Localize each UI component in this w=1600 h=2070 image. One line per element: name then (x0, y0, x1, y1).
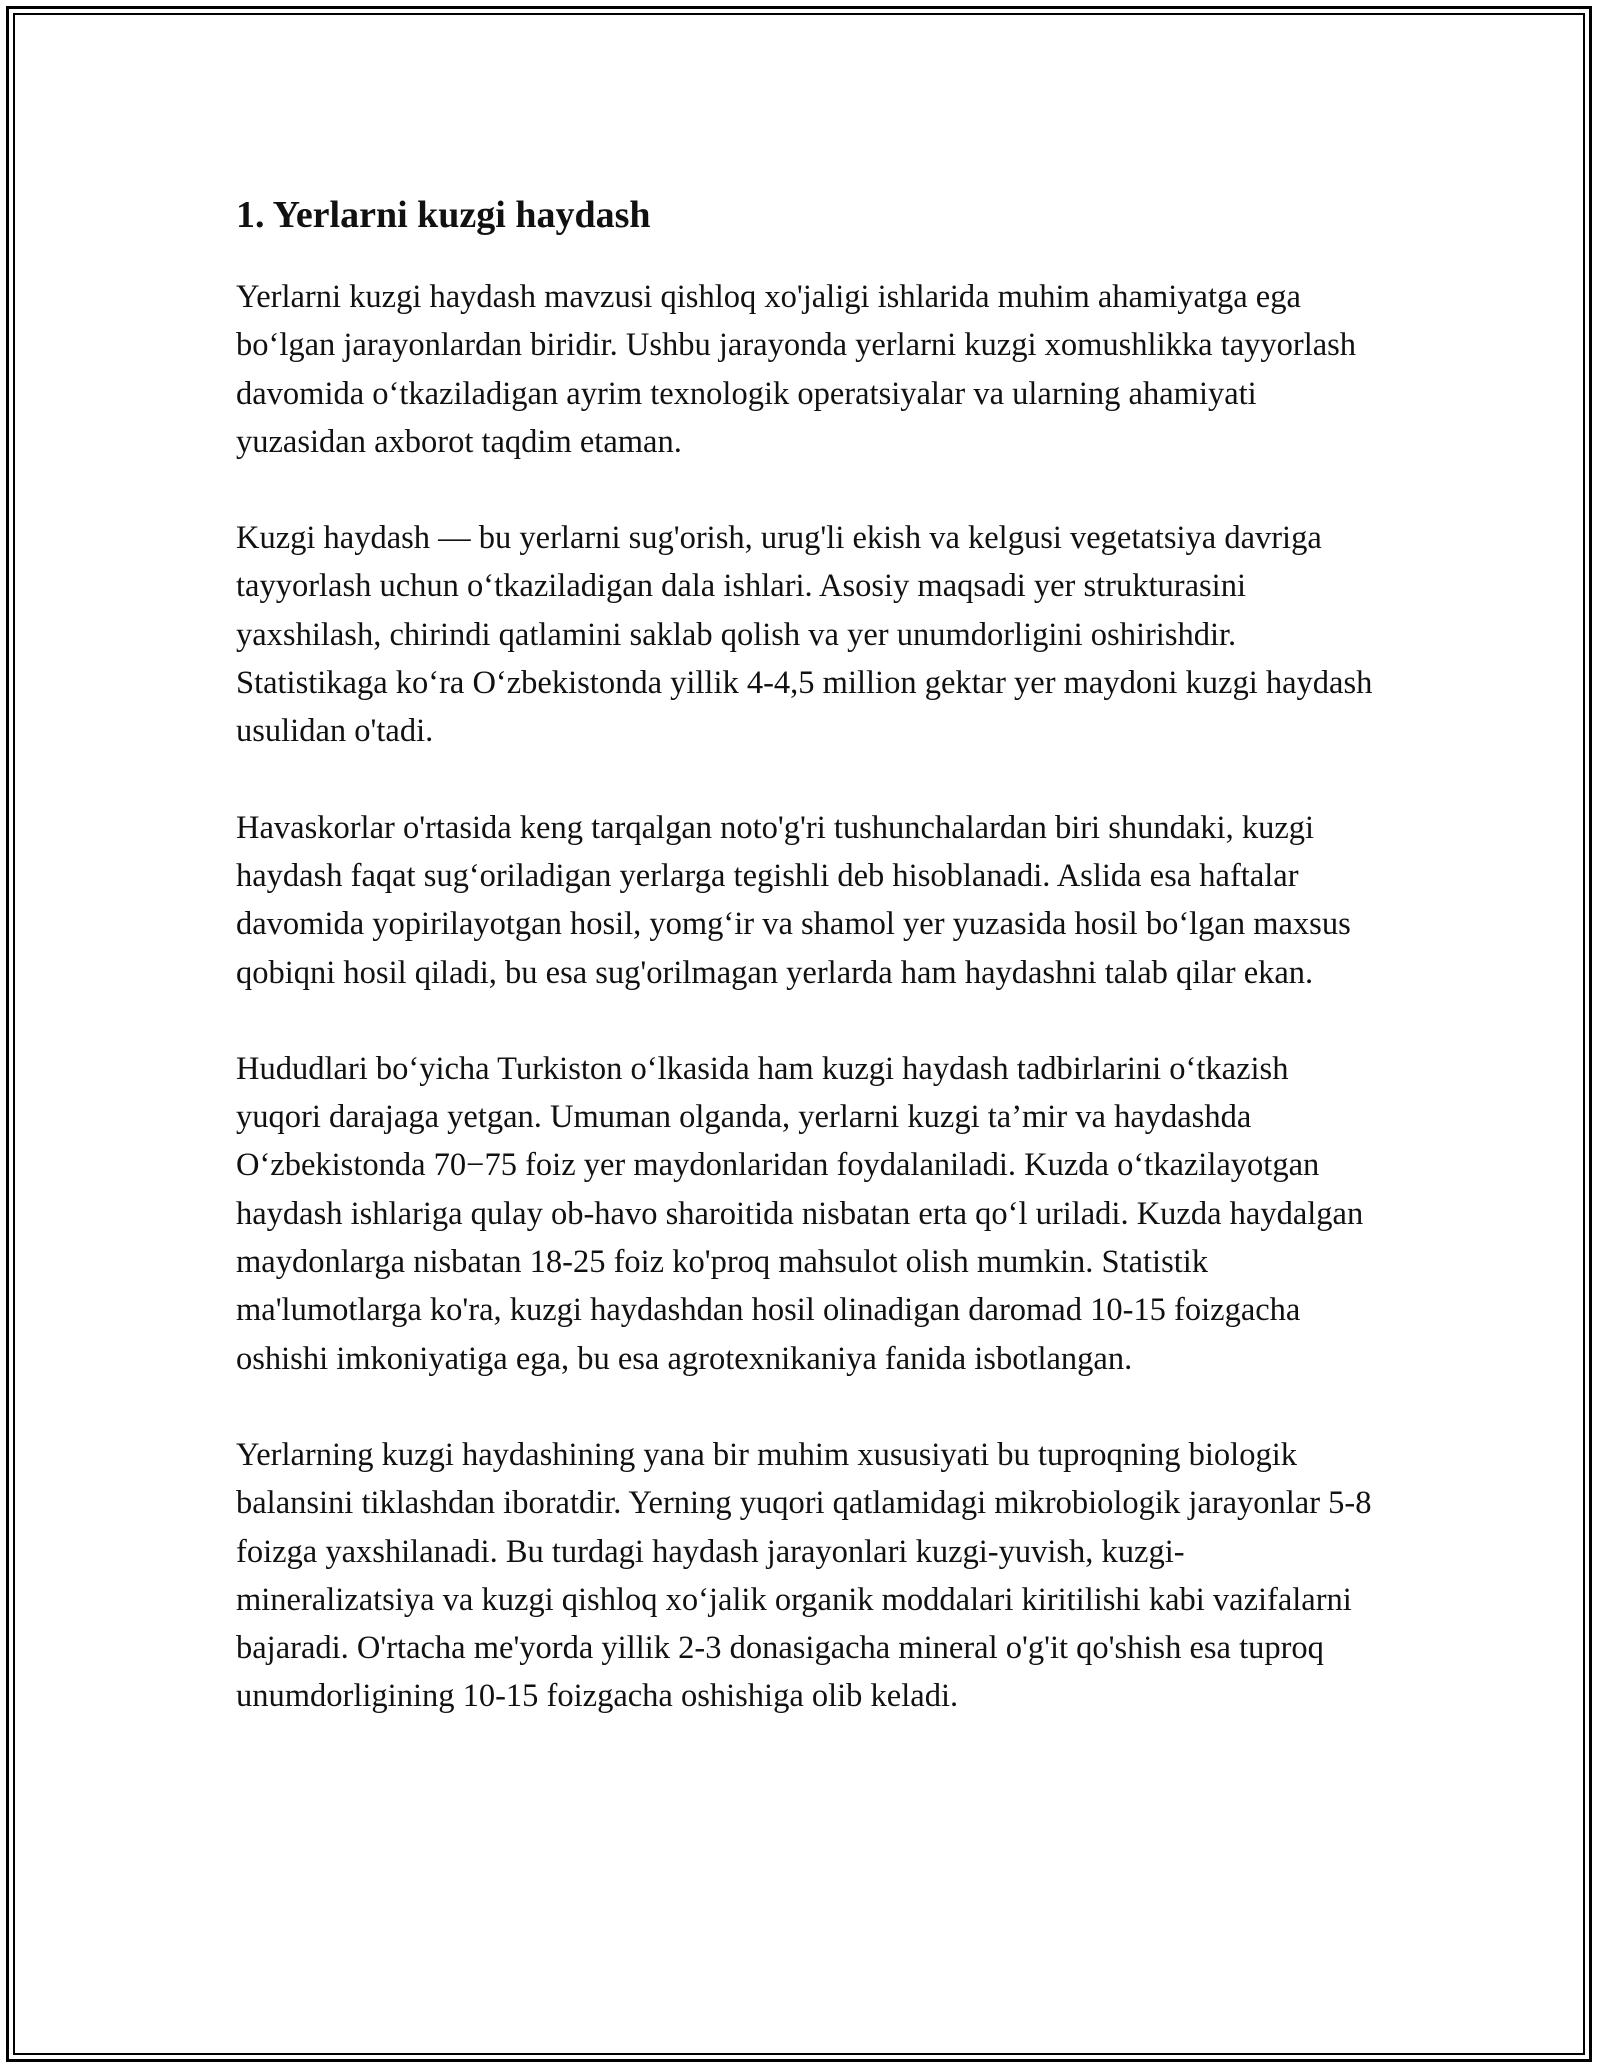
paragraph-2: Kuzgi haydash — bu yerlarni sug'orish, urug'li ekish va kelgusi vegetatsiya davriga tayyorlash uchun o‘tkaziladigan dala ishlari. Asosiy maqsadi yer strukturasini yaxshilash, chirindi qatlamini saklab qolish va yer unumdorligini oshirishdir. Statistikaga ko‘ra O‘zbekistonda yillik 4-4,5 million gektar yer maydoni kuzgi haydash usulidan o'tadi. (236, 520, 1373, 750)
paragraph-4: Hududlari bo‘yicha Turkiston o‘lkasida ham kuzgi haydash tadbirlarini o‘tkazish yuqori darajaga yetgan. Umuman olganda, yerlarni kuzgi ta’mir va haydashda O‘zbekistonda 70−75 foiz yer maydonlaridan foydalaniladi. Kuzda o‘tkazilayotgan haydash ishlariga qulay ob-havo sharoitida nisbatan erta qo‘l uriladi. Kuzda haydalgan maydonlarga nisbatan 18-25 foiz ko'proq mahsulot olish mumkin. Statistik ma'lumotlarga ko'ra, kuzgi haydashdan hosil olinadigan daromad 10-15 foizgacha oshishi imkoniyatiga ega, bu esa agrotexnikaniya fanida isbotlangan. (236, 1050, 1364, 1377)
document-body (236, 188, 1376, 1769)
paragraph-3: Havaskorlar o'rtasida keng tarqalgan noto'g'ri tushunchalardan biri shundaki, kuzgi haydash faqat sug‘oriladigan yerlarga tegishli deb hisoblanadi. Aslida esa haftalar davomida yopirilayotgan hosil, yomg‘ir va shamol yer yuzasida hosil bo‘lgan maxsus qobiqni hosil qiladi, bu esa sug'orilmagan yerlarda ham haydashni talab qilar ekan. (236, 809, 1351, 991)
section-heading: 1. Yerlarni kuzgi haydash (236, 194, 651, 236)
paragraph-1: Yerlarni kuzgi haydash mavzusi qishloq xo'jaligi ishlarida muhim ahamiyatga ega bo‘lgan jarayonlardan biridir. Ushbu jarayonda yerlarni kuzgi xomushlikka tayyorlash davomida o‘tkaziladigan ayrim texnologik operatsiyalar va ularning ahamiyati yuzasidan axborot taqdim etaman. (236, 279, 1357, 460)
paragraph-5: Yerlarning kuzgi haydashining yana bir muhim xususiyati bu tuproqning biologik balansini tiklashdan iboratdir. Yerning yuqori qatlamidagi mikrobiologik jarayonlar 5-8 foizga yaxshilanadi. Bu turdagi haydash jarayonlari kuzgi-yuvish, kuzgi-mineralizatsiya va kuzgi qishloq xo‘jalik organik moddalari kiritilishi kabi vazifalarni bajaradi. O'rtacha me'yorda yillik 2-3 donasigacha mineral o'g'it qo'shish esa tuproq unumdorligining 10-15 foizgacha oshishiga olib keladi. (236, 1436, 1372, 1715)
